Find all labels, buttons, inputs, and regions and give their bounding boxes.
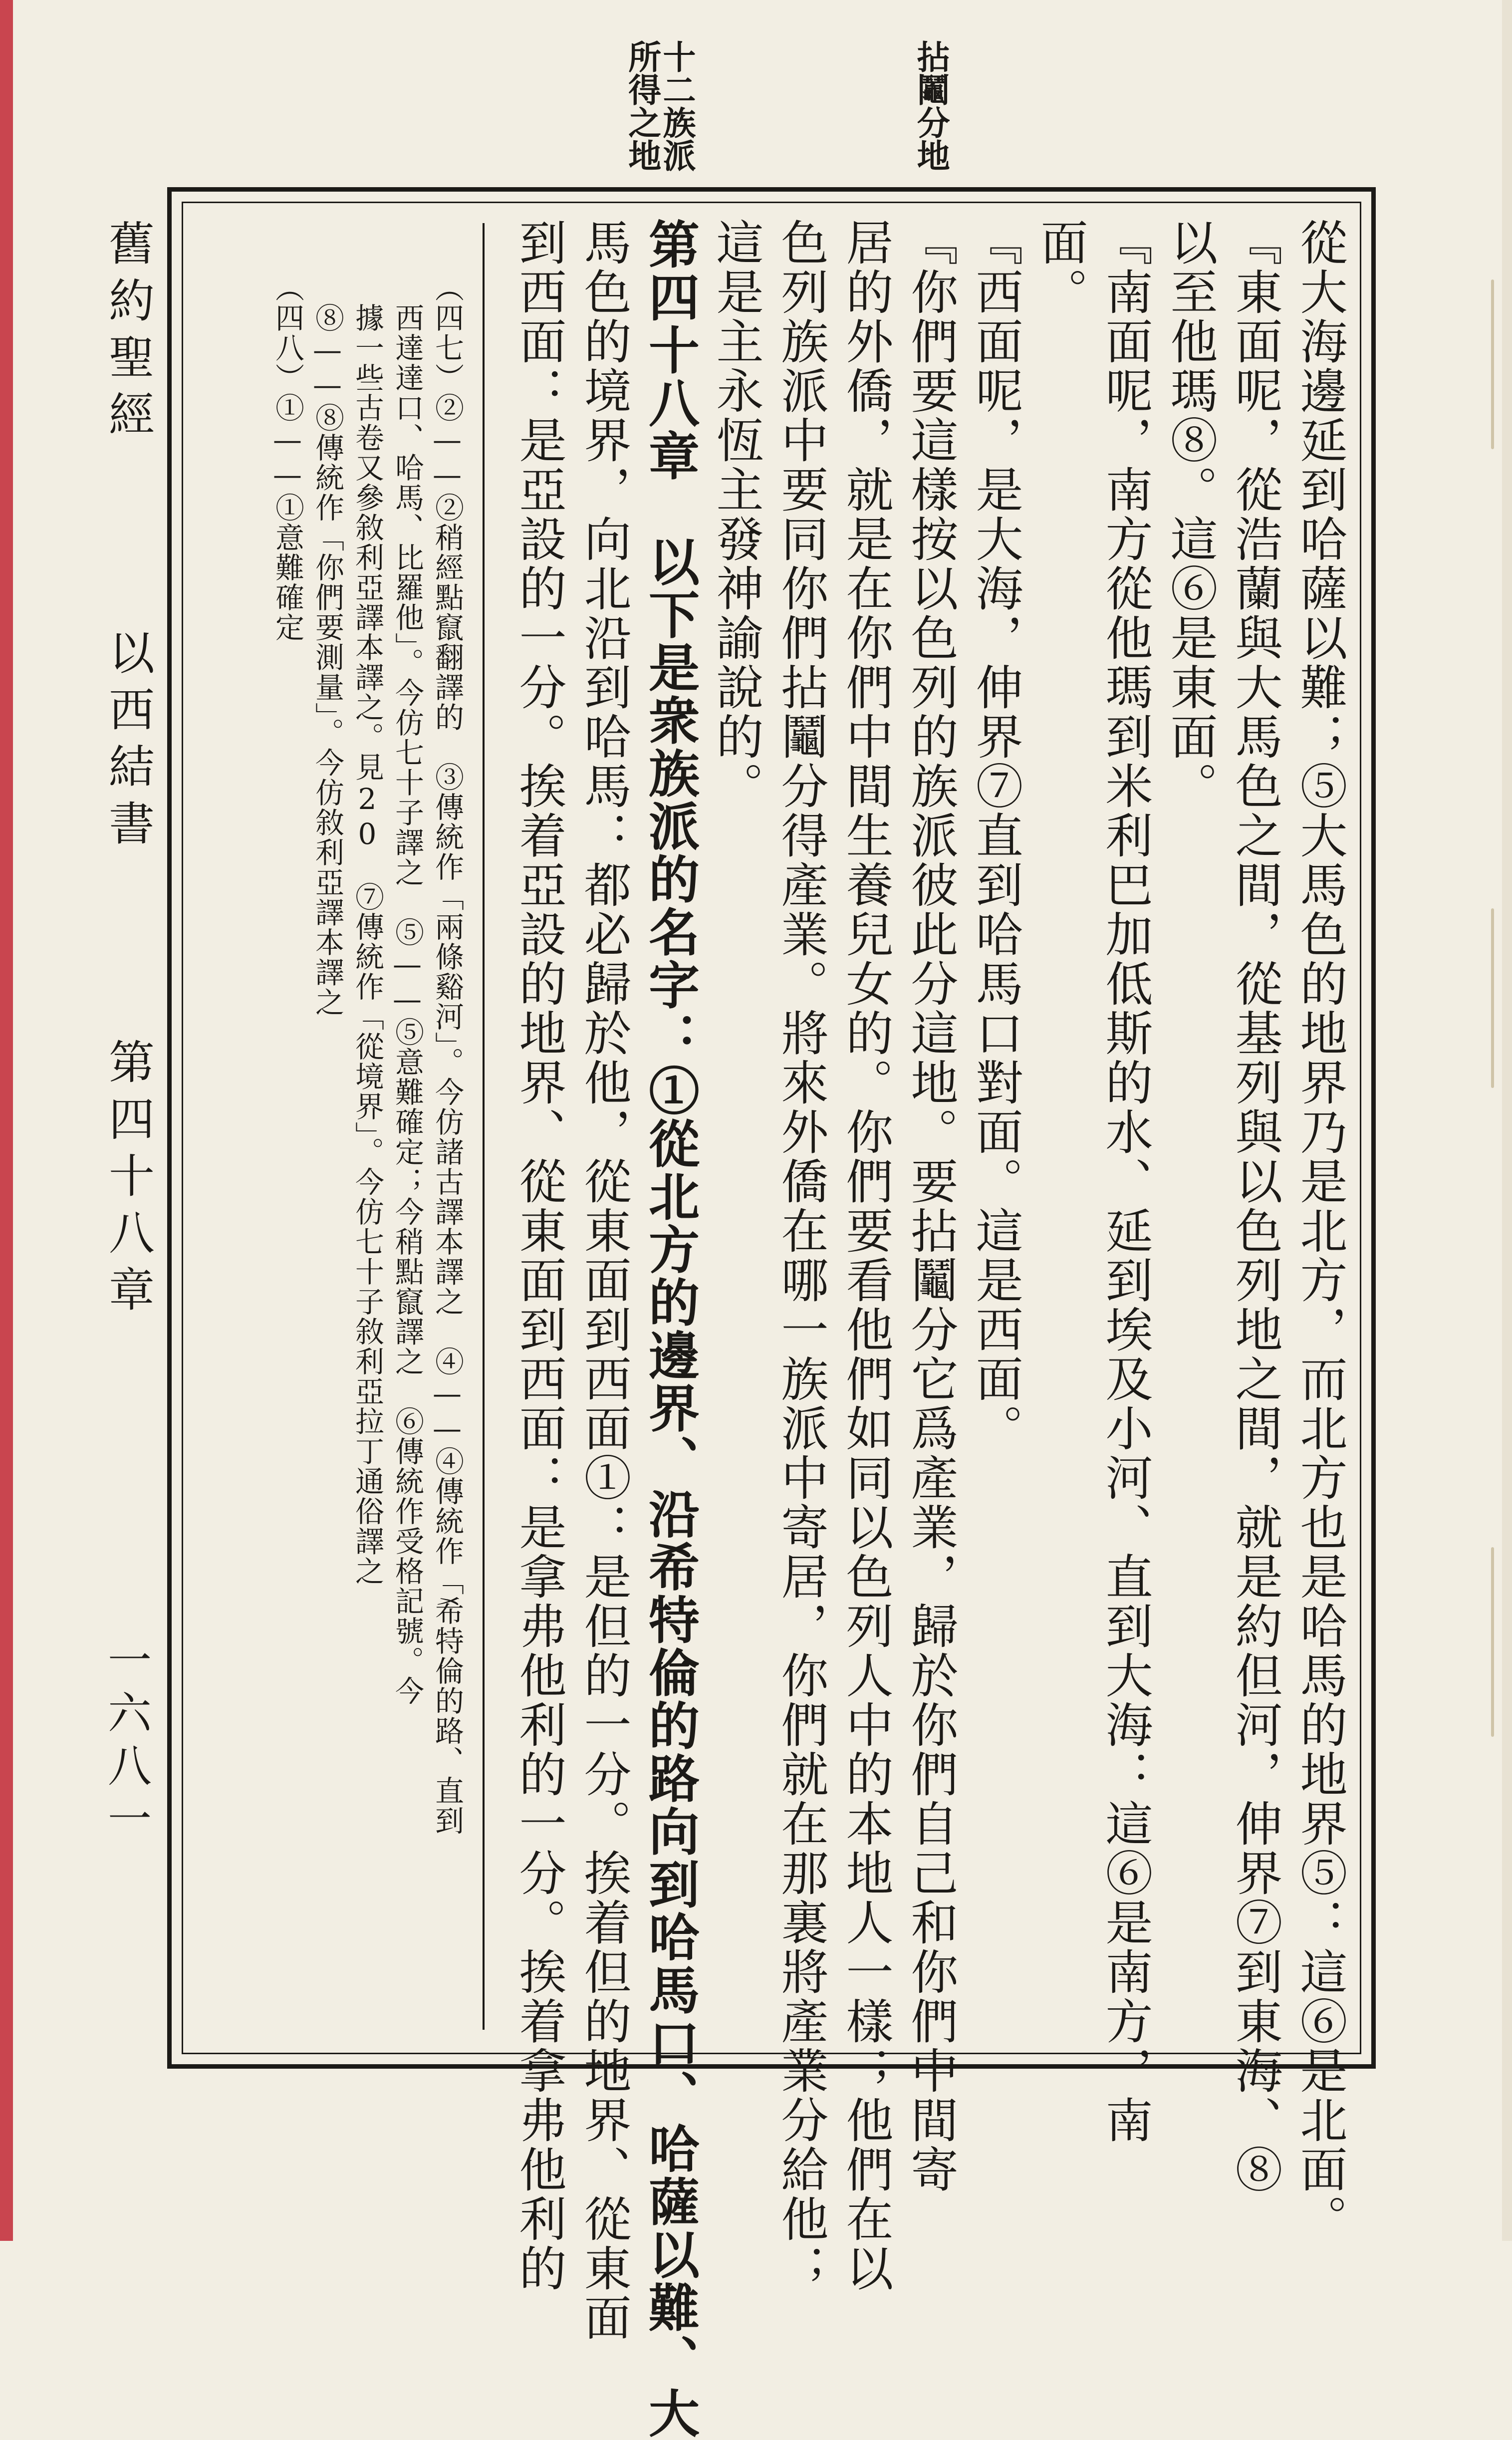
footnote-divider [483, 223, 485, 2030]
body-column: 『東面呢，從浩蘭與大馬色之間，從基列與以色列地之間，就是約但河，伸界⑦到東海、⑧ [1228, 218, 1282, 2194]
page-number: 一六八一 [101, 1637, 152, 1849]
chapter-label: 第四十八章 [101, 1038, 155, 1323]
marginal-heading-lot: 拈鬮分地 [911, 40, 951, 172]
binding-stitch-bottom [1491, 1547, 1494, 1737]
body-column: 這是主永恆主發神諭說的。 [709, 218, 763, 811]
page-edge-right [1502, 0, 1512, 2241]
footnote-line: ⑧——⑧傳統作「你們要測量」。今仿敘利亞譯本譯之 [310, 303, 344, 1017]
body-column: 『你們要這樣按以色列的族派彼此分這地。要拈鬮分它爲產業，歸於你們自己和你們中間寄 [903, 218, 958, 2194]
body-column: 色列族派中要同你們拈鬮分得產業。將來外僑在哪一族派中寄居，你們就在那裏將產業分給他； [773, 218, 828, 2293]
body-column: 馬色的境界，向北沿到哈馬：都必歸於他，從東面到西面①：是但的一分。挨着但的地界、從東面 [576, 218, 631, 2343]
book-name: 以西結書 [101, 629, 155, 856]
chapter-heading-column: 第四十八章 以下是衆族派的名字：①從北方的邊界、沿希特倫的路向到哈馬口、哈薩以難、大 [640, 218, 700, 2440]
page-edge-left [0, 0, 13, 2241]
body-column: 以至他瑪⑧。這⑥是東面。 [1163, 218, 1218, 811]
body-column: 『西面呢，是大海，伸界⑦直到哈馬口對面。這是西面。 [968, 218, 1023, 1453]
binding-stitch-middle [1491, 908, 1494, 1088]
binding-stitch-top [1491, 279, 1494, 449]
body-column: 從大海邊延到哈薩以難；⑤大馬色的地界乃是北方，而北方也是哈馬的地界⑤：這⑥是北面。 [1292, 218, 1347, 2244]
body-column: 到西面：是亞設的一分。挨着亞設的地界、從東面到西面：是拿弗他利的一分。挨着拿弗他利的 [511, 218, 566, 2293]
footnote-line: （四八）①——①意難確定 [270, 273, 304, 642]
marginal-heading-tribes: 十二族派所得之地 [622, 40, 696, 172]
book-title: 舊約聖經 [101, 220, 155, 447]
body-column: 居的外僑，就是在你們中間生養兒女的。你們要看他們如同以色列人中的本地人一樣；他們在以 [838, 218, 893, 2293]
footnote-line: 據一些古卷又參敘利亞譯本譯之。見20 ⑦傳統作「從境界」。今仿七十子敘利亞拉丁通俗譯之 [350, 303, 384, 1586]
footnote-line: 西達達口、哈馬、比羅他」。今仿七十子譯之 ⑤——⑤意難確定；今稍點竄譯之 ⑥傳統作受格記號。今 [390, 303, 424, 1706]
body-column: 『南面呢，南方從他瑪到米利巴加低斯的水、延到埃及小河、直到大海：這⑥是南方，南 [1098, 218, 1153, 2145]
text-frame [167, 187, 1376, 2440]
body-column: 面。 [1033, 218, 1088, 317]
text-frame-inner [182, 202, 1361, 2440]
footnote-line: （四七）②——②稍經點竄翻譯的 ③傳統作「兩條谿河」。今仿諸古譯本譯之 ④——④傳統作「希特倫的路、直到 [430, 273, 464, 1836]
